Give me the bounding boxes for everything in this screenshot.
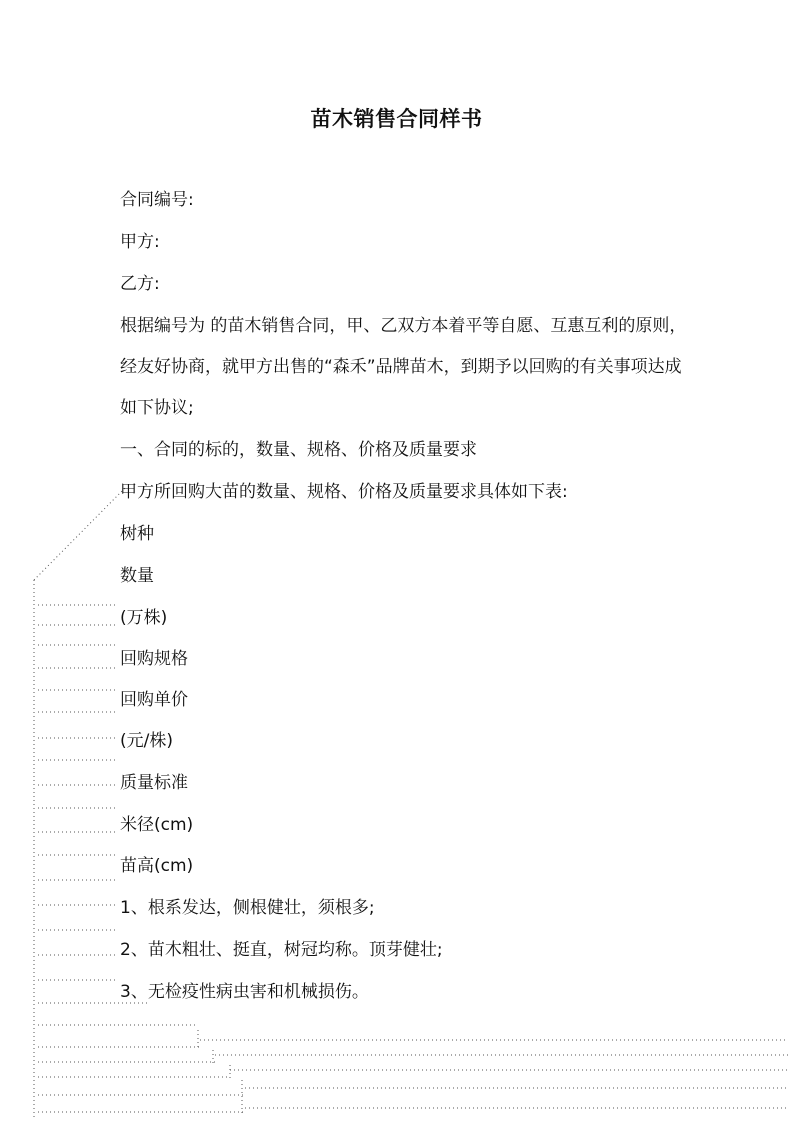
field-quality-standard: 质量标准 bbox=[120, 773, 188, 793]
contract-number-label: 合同编号: bbox=[120, 190, 194, 210]
quality-item-3: 3、无检疫性病虫害和机械损伤。 bbox=[120, 982, 369, 1002]
quality-item-2: 2、苗木粗壮、挺直，树冠均称。顶芽健壮; bbox=[120, 940, 443, 960]
section-1-intro: 甲方所回购大苗的数量、规格、价格及质量要求具体如下表: bbox=[120, 482, 568, 502]
intro-paragraph: 根据编号为 的苗木销售合同，甲、乙双方本着平等自愿、互惠互利的原则，经友好协商，就甲方出售的“森禾”品牌苗木，到期予以回购的有关事项达成如下协议; bbox=[120, 316, 687, 418]
field-price-unit: (元/株) bbox=[120, 731, 173, 751]
field-buyback-spec: 回购规格 bbox=[120, 649, 188, 669]
document-title: 苗木销售合同样书 bbox=[310, 107, 483, 131]
field-buyback-price: 回购单价 bbox=[120, 690, 188, 710]
field-height: 苗高(cm) bbox=[120, 856, 194, 876]
party-a-label: 甲方: bbox=[120, 232, 160, 252]
field-quantity-unit: (万株) bbox=[120, 608, 168, 628]
field-tree-species: 树种 bbox=[120, 524, 154, 544]
party-b-label: 乙方: bbox=[120, 274, 160, 294]
field-diameter: 米径(cm) bbox=[120, 815, 194, 835]
quality-item-1: 1、根系发达，侧根健壮，须根多; bbox=[120, 898, 375, 918]
section-1-heading: 一、合同的标的，数量、规格、价格及质量要求 bbox=[120, 440, 477, 460]
field-quantity: 数量 bbox=[120, 566, 154, 586]
